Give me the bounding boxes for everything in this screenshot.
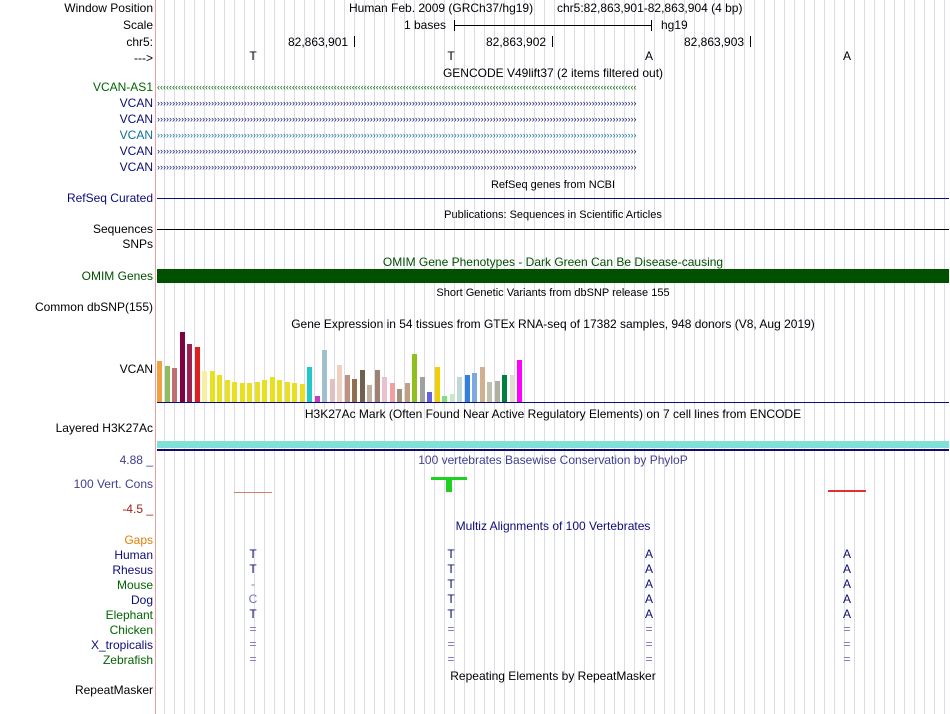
species-label[interactable]: Chicken	[109, 623, 153, 637]
gene-arrow-line[interactable]: ››››››››››››››››››››››››››››››››››››››››››››››››››››››››››››››››››››››››››››››››››››››››››››››››››››››››››››››››››››››››››››››››››››››››››››››››››››››››››››››››	[157, 163, 637, 172]
alignment-base: =	[249, 652, 257, 666]
alignment-base: =	[645, 622, 653, 636]
gene-label[interactable]: VCAN	[119, 96, 153, 110]
gtex-tissue-bar[interactable]	[270, 377, 275, 402]
gtex-tissue-bar[interactable]	[195, 347, 200, 402]
tick-label-1: 82,863,901	[288, 35, 349, 49]
refseq-track-title[interactable]: RefSeq genes from NCBI	[490, 179, 616, 191]
gtex-tissue-bar[interactable]	[247, 383, 252, 402]
alignment-base: T	[249, 607, 257, 621]
gtex-tissue-bar[interactable]	[337, 365, 342, 402]
gtex-tissue-bar[interactable]	[285, 382, 290, 402]
gtex-tissue-bar[interactable]	[345, 375, 350, 402]
alignment-base: =	[249, 622, 257, 636]
species-label[interactable]: X_tropicalis	[90, 638, 153, 652]
phylop-min-label: -4.5 _	[122, 502, 153, 516]
multiz-track-title[interactable]: Multiz Alignments of 100 Vertebrates	[455, 519, 651, 533]
gtex-tissue-bar[interactable]	[292, 383, 297, 402]
gene-arrow-line[interactable]: ››››››››››››››››››››››››››››››››››››››››››››››››››››››››››››››››››››››››››››››››››››››››››››››››››››››››››››››››››››››››››››››››››››››››››››››››››››››››››››››››	[157, 131, 637, 140]
alignment-base: A	[644, 577, 653, 591]
gene-label[interactable]: VCAN	[119, 128, 153, 142]
gtex-tissue-bar[interactable]	[510, 375, 515, 402]
gtex-tissue-bar[interactable]	[472, 373, 477, 402]
scale-db: hg19	[661, 18, 688, 32]
phylop-signal-1[interactable]	[234, 492, 272, 493]
alignment-base: T	[249, 547, 257, 561]
phylop-signal-3[interactable]	[828, 490, 866, 492]
gtex-tissue-bar[interactable]	[322, 350, 327, 402]
gtex-tissue-bar[interactable]	[450, 394, 455, 402]
window-position-label: Window Position	[64, 1, 153, 15]
gtex-track-title[interactable]: Gene Expression in 54 tissues from GTEx RNA-seq of 17382 samples, 948 donors (V8, Aug 2019)	[291, 317, 815, 331]
gene-label[interactable]: VCAN	[119, 160, 153, 174]
sequences-label[interactable]: Sequences	[92, 222, 153, 236]
tick-mark-3	[750, 36, 751, 47]
phylop-label[interactable]: 100 Vert. Cons	[73, 477, 153, 491]
tick-mark-2	[552, 36, 553, 47]
omim-track-title[interactable]: OMIM Gene Phenotypes - Dark Green Can Be Disease-causing	[382, 255, 724, 269]
scale-label: Scale	[122, 18, 153, 32]
label-separator	[155, 0, 156, 714]
gtex-tissue-bar[interactable]	[180, 332, 185, 402]
alignment-base: A	[644, 592, 653, 606]
alignment-base: A	[842, 547, 851, 561]
sequences-line[interactable]	[157, 229, 949, 230]
alignment-base: =	[249, 637, 257, 651]
gtex-tissue-bar[interactable]	[405, 383, 410, 402]
h3k27ac-label[interactable]: Layered H3K27Ac	[55, 421, 153, 435]
gtex-tissue-bar[interactable]	[187, 344, 192, 402]
repeatmasker-label[interactable]: RepeatMasker	[74, 683, 153, 697]
gtex-tissue-bar[interactable]	[457, 377, 462, 402]
gtex-tissue-bar[interactable]	[480, 367, 485, 402]
alignment-base: =	[645, 652, 653, 666]
gtex-tissue-bar[interactable]	[487, 382, 492, 402]
alignment-base: A	[644, 607, 653, 621]
gtex-tissue-bar[interactable]	[382, 377, 387, 402]
tick-label-2: 82,863,902	[486, 35, 547, 49]
species-label[interactable]: Mouse	[116, 578, 153, 592]
ref-base-4: A	[842, 49, 851, 63]
alignment-base: T	[249, 562, 257, 576]
omim-label[interactable]: OMIM Genes	[81, 269, 153, 283]
alignment-base: A	[842, 607, 851, 621]
alignment-base: =	[447, 622, 455, 636]
repeatmasker-track-title[interactable]: Repeating Elements by RepeatMasker	[450, 669, 656, 683]
h3k27ac-signal[interactable]	[157, 441, 949, 448]
position-text: chr5:82,863,901-82,863,904 (4 bp)	[557, 1, 743, 15]
gtex-label[interactable]: VCAN	[119, 362, 153, 376]
gtex-tissue-bar[interactable]	[202, 371, 207, 402]
species-label[interactable]: Dog	[130, 593, 153, 607]
scale-bar	[454, 18, 652, 32]
gene-arrow-line[interactable]: ››››››››››››››››››››››››››››››››››››››››››››››››››››››››››››››››››››››››››››››››››››››››››››››››››››››››››››››››››››››››››››››››››››››››››››››››››››››››››››››››	[157, 147, 637, 156]
alignment-base: A	[644, 547, 653, 561]
alignment-base: A	[842, 577, 851, 591]
h3k27ac-baseline	[157, 449, 949, 451]
species-label[interactable]: Human	[114, 548, 153, 562]
gtex-tissue-bar[interactable]	[165, 366, 170, 402]
gtex-tissue-bar[interactable]	[232, 382, 237, 402]
ref-base-1: T	[249, 49, 257, 63]
gene-label[interactable]: VCAN	[119, 144, 153, 158]
gtex-tissue-bar[interactable]	[465, 375, 470, 402]
alignment-base: A	[842, 592, 851, 606]
alignment-base: =	[447, 652, 455, 666]
gtex-tissue-bar[interactable]	[210, 371, 215, 402]
alignment-base: T	[447, 577, 455, 591]
gtex-tissue-bar[interactable]	[427, 392, 432, 402]
gencode-track-title[interactable]: GENCODE V49lift37 (2 items filtered out)	[442, 66, 664, 80]
scale-text: 1 bases	[404, 18, 447, 32]
alignment-base: T	[447, 592, 455, 606]
gtex-tissue-bar[interactable]	[495, 381, 500, 402]
gtex-tissue-bar[interactable]	[367, 385, 372, 402]
gtex-baseline	[157, 402, 949, 403]
ref-base-2: T	[447, 49, 455, 63]
gtex-tissue-bar[interactable]	[307, 367, 312, 402]
gtex-tissue-bar[interactable]	[412, 354, 417, 402]
gtex-tissue-bar[interactable]	[517, 360, 522, 402]
gtex-tissue-bar[interactable]	[240, 383, 245, 402]
refseq-label[interactable]: RefSeq Curated	[66, 191, 153, 205]
gtex-tissue-bar[interactable]	[255, 382, 260, 402]
gtex-tissue-bar[interactable]	[172, 368, 177, 402]
publications-track-title[interactable]: Publications: Sequences in Scientific Articles	[444, 209, 662, 221]
gtex-tissue-bar[interactable]	[217, 375, 222, 402]
gtex-tissue-bar[interactable]	[375, 370, 380, 402]
assembly-text: Human Feb. 2009 (GRCh37/hg19)	[349, 1, 534, 15]
gene-arrow-line[interactable]: ››››››››››››››››››››››››››››››››››››››››››››››››››››››››››››››››››››››››››››››››››››››››››››››››››››››››››››››››››››››››››››››››››››››››››››››››››››››››››››››››	[157, 99, 637, 108]
gaps-label[interactable]: Gaps	[124, 533, 153, 547]
alignment-base: T	[447, 562, 455, 576]
alignment-base: =	[843, 637, 851, 651]
alignment-base: =	[645, 637, 653, 651]
phylop-track-title[interactable]: 100 vertebrates Basewise Conservation by PhyloP	[418, 453, 688, 467]
refseq-line[interactable]	[157, 198, 949, 199]
gtex-bar-chart[interactable]	[157, 332, 949, 402]
gtex-tissue-bar[interactable]	[502, 375, 507, 402]
gtex-tissue-bar[interactable]	[225, 380, 230, 402]
chr-label: chr5:	[126, 35, 153, 49]
alignment-base: -	[251, 577, 255, 591]
gtex-tissue-bar[interactable]	[435, 367, 440, 402]
alignment-base: T	[447, 607, 455, 621]
gene-label[interactable]: VCAN	[119, 112, 153, 126]
phylop-max-label: 4.88 _	[119, 453, 153, 467]
gene-arrow-line[interactable]: ››››››››››››››››››››››››››››››››››››››››››››››››››››››››››››››››››››››››››››››››››››››››››››››››››››››››››››››››››››››››››››››››››››››››››››››››››››››››››››››››	[157, 115, 637, 124]
tick-mark-1	[354, 36, 355, 47]
alignment-base: =	[843, 652, 851, 666]
gtex-tissue-bar[interactable]	[390, 383, 395, 402]
alignment-base: =	[843, 622, 851, 636]
species-label[interactable]: Zebrafish	[102, 653, 153, 667]
gtex-tissue-bar[interactable]	[352, 379, 357, 402]
gene-arrow-line[interactable]: ‹‹‹‹‹‹‹‹‹‹‹‹‹‹‹‹‹‹‹‹‹‹‹‹‹‹‹‹‹‹‹‹‹‹‹‹‹‹‹‹‹‹‹‹‹‹‹‹‹‹‹‹‹‹‹‹‹‹‹‹‹‹‹‹‹‹‹‹‹‹‹‹‹‹‹‹‹‹‹‹‹‹‹‹‹‹‹‹‹‹‹‹‹‹‹‹‹‹‹‹‹‹‹‹‹‹‹‹‹‹‹‹‹‹‹‹‹‹‹‹‹‹‹‹‹‹‹‹‹‹‹‹‹‹‹‹‹‹‹‹‹‹‹‹‹‹‹‹‹‹‹‹‹‹‹‹‹‹‹‹	[157, 83, 637, 92]
gene-label[interactable]: VCAN-AS1	[92, 80, 153, 94]
gtex-tissue-bar[interactable]	[397, 389, 402, 402]
gtex-tissue-bar[interactable]	[330, 379, 335, 402]
gtex-tissue-bar[interactable]	[157, 361, 162, 402]
phylop-signal-2-peak[interactable]	[446, 480, 452, 492]
gtex-tissue-bar[interactable]	[262, 380, 267, 402]
gtex-tissue-bar[interactable]	[420, 377, 425, 402]
ref-base-3: A	[644, 49, 653, 63]
alignment-base: =	[447, 637, 455, 651]
gtex-tissue-bar[interactable]	[300, 384, 305, 402]
dbsnp-track-title[interactable]: Short Genetic Variants from dbSNP release 155	[436, 287, 670, 299]
species-label[interactable]: Elephant	[105, 608, 153, 622]
strand-label: --->	[134, 51, 153, 65]
alignment-base: C	[248, 592, 258, 606]
dbsnp-label[interactable]: Common dbSNP(155)	[34, 300, 153, 314]
alignment-base: T	[447, 547, 455, 561]
tick-label-3: 82,863,903	[684, 35, 745, 49]
species-label[interactable]: Rhesus	[112, 563, 153, 577]
h3k27ac-track-title[interactable]: H3K27Ac Mark (Often Found Near Active Regulatory Elements) on 7 cell lines from ENCODE	[304, 407, 802, 421]
gtex-tissue-bar[interactable]	[277, 380, 282, 402]
omim-bar[interactable]	[157, 269, 949, 283]
gtex-tissue-bar[interactable]	[360, 370, 365, 402]
alignment-base: A	[842, 562, 851, 576]
snps-label[interactable]: SNPs	[122, 237, 153, 251]
alignment-base: A	[644, 562, 653, 576]
